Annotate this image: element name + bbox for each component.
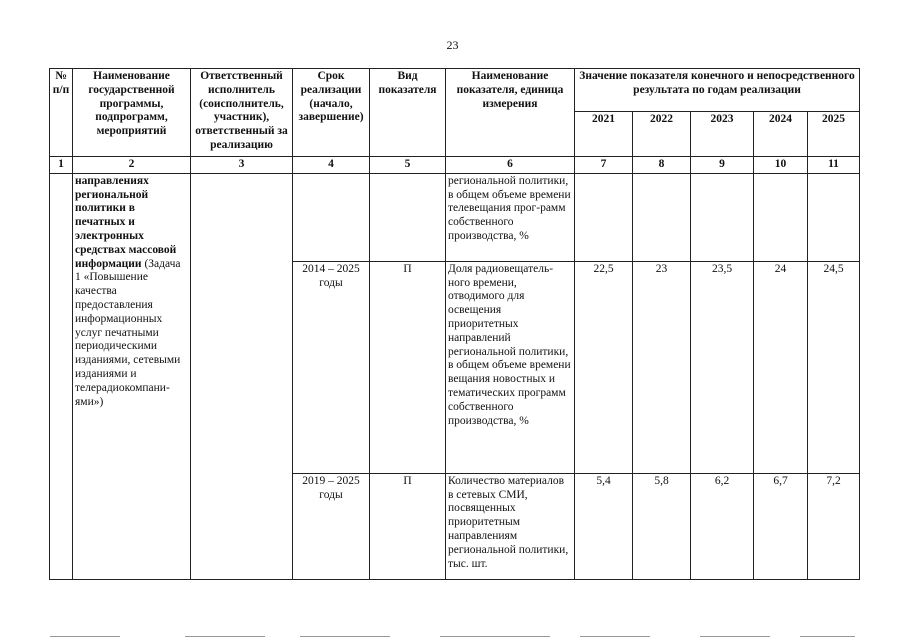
column-number: 9	[691, 157, 754, 174]
column-number: 7	[575, 157, 633, 174]
value-cell: 24	[754, 261, 808, 473]
column-number: 8	[633, 157, 691, 174]
header-name: Наименование государственной программы, подпрограмм, мероприятий	[73, 69, 191, 157]
column-number: 5	[370, 157, 446, 174]
bottom-rule	[440, 636, 550, 637]
indicator-cell: Количество материалов в сетевых СМИ, посвященных приоритетным направлениям региональной политики, тыс. шт.	[446, 473, 575, 579]
header-year: 2023	[691, 112, 754, 157]
type-cell	[370, 173, 446, 261]
page-number: 23	[446, 38, 459, 52]
header-year: 2024	[754, 112, 808, 157]
indicator-cell: Доля радиовещатель-ного времени, отводимого для освещения приоритетных направлений региональной политики, в общем объеме времени вещания новостных и тематических программ собственного производства, %	[446, 261, 575, 473]
header-type: Вид показателя	[370, 69, 446, 157]
indicators-table	[49, 68, 860, 580]
header-row	[50, 69, 860, 112]
bottom-rule	[300, 636, 390, 637]
value-cell	[754, 173, 808, 261]
column-number: 11	[808, 157, 860, 174]
header-num: № п/п	[50, 69, 73, 157]
period-cell	[293, 173, 370, 261]
value-cell: 7,2	[808, 473, 860, 579]
activity-cell	[73, 173, 191, 579]
header-year: 2025	[808, 112, 860, 157]
table-row	[50, 173, 860, 261]
value-cell: 6,7	[754, 473, 808, 579]
value-cell: 23,5	[691, 261, 754, 473]
activity-task: (Задача 1 «Повышение качества предоставления информационных услуг печатными периодическими изданиями, сетевыми изданиями и телерадиокомпани-ями»)	[75, 257, 181, 408]
header-period: Срок реализации (начало, завершение)	[293, 69, 370, 157]
header-responsible: Ответственный исполнитель (соисполнитель, участник), ответственный за реализацию	[191, 69, 293, 157]
value-cell: 24,5	[808, 261, 860, 473]
type-cell: П	[370, 261, 446, 473]
value-cell	[691, 173, 754, 261]
column-numbers-row	[50, 157, 860, 174]
row-num-cell	[50, 173, 73, 579]
value-cell: 5,4	[575, 473, 633, 579]
column-number: 4	[293, 157, 370, 174]
column-number: 1	[50, 157, 73, 174]
header-indicator: Наименование показателя, единица измерения	[446, 69, 575, 157]
value-cell: 5,8	[633, 473, 691, 579]
type-cell: П	[370, 473, 446, 579]
period-cell: 2019 – 2025 годы	[293, 473, 370, 579]
column-number: 10	[754, 157, 808, 174]
value-cell	[575, 173, 633, 261]
bottom-rule	[185, 636, 265, 637]
header-year: 2021	[575, 112, 633, 157]
bottom-rule	[700, 636, 770, 637]
value-cell: 6,2	[691, 473, 754, 579]
header-year: 2022	[633, 112, 691, 157]
column-number: 6	[446, 157, 575, 174]
column-number: 3	[191, 157, 293, 174]
column-number: 2	[73, 157, 191, 174]
responsible-cell	[191, 173, 293, 579]
bottom-rule	[50, 636, 120, 637]
indicator-cell: региональной политики, в общем объеме времени телевещания прог-рамм собственного производства, %	[446, 173, 575, 261]
value-cell: 22,5	[575, 261, 633, 473]
bottom-rule	[800, 636, 855, 637]
value-cell	[633, 173, 691, 261]
value-cell	[808, 173, 860, 261]
bottom-rule	[580, 636, 650, 637]
period-cell: 2014 – 2025 годы	[293, 261, 370, 473]
value-cell: 23	[633, 261, 691, 473]
activity-name: направлениях региональной политики в печатных и электронных средствах массовой информации	[75, 174, 177, 270]
header-values-group: Значение показателя конечного и непосредственного результата по годам реализации	[575, 69, 860, 112]
